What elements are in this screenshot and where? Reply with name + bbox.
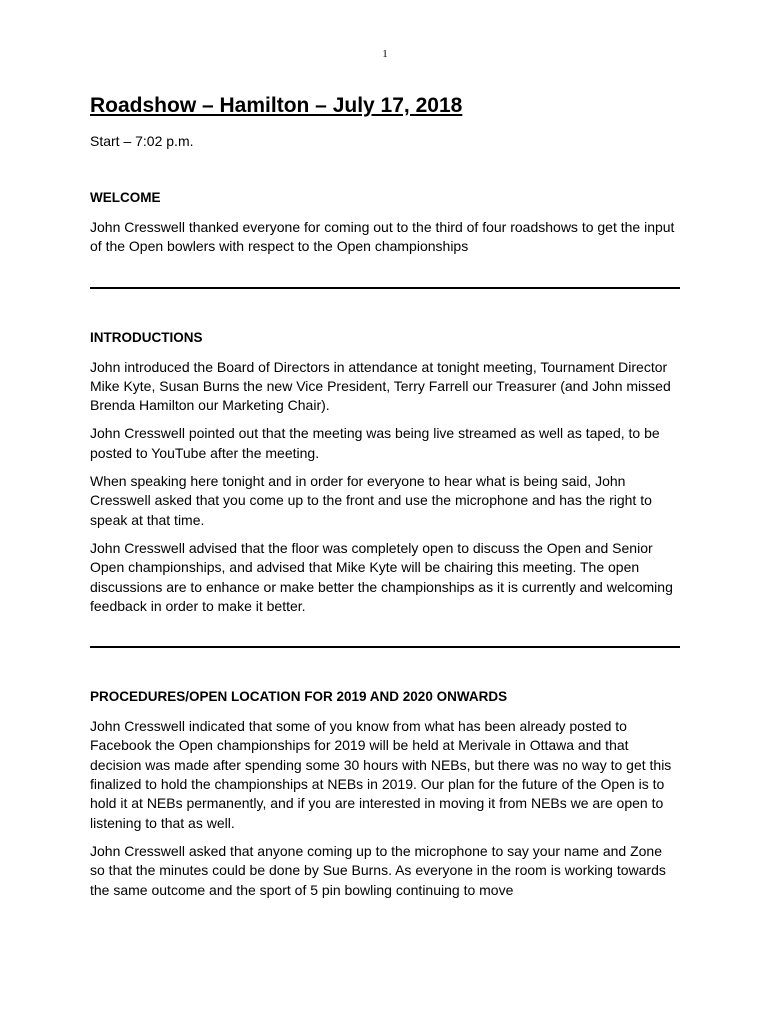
paragraph: John Cresswell advised that the floor was completely open to discuss the Open and Senior Open championships, and advised that Mike Kyte will be chairing this meeting. The open discussions are to enhance or make better the championships as it is currently and welcoming feedback in order to make it better. xyxy=(90,539,673,614)
document-title: Roadshow – Hamilton – July 17, 2018 xyxy=(90,94,463,117)
paragraph: John Cresswell thanked everyone for coming out to the third of four roadshows to get the input of the Open bowlers with respect to the Open championships xyxy=(90,219,675,255)
page-number: 1 xyxy=(382,48,388,60)
section-heading-introductions: INTRODUCTIONS xyxy=(90,329,203,345)
section-procedures xyxy=(90,688,680,900)
document-body xyxy=(90,92,680,900)
paragraph: John introduced the Board of Directors in attendance at tonight meeting, Tournament Director Mike Kyte, Susan Burns the new Vice President, Terry Farrell our Treasurer (and John missed Brenda Hamilton our Marketing Chair). xyxy=(90,358,671,414)
section-heading-welcome: WELCOME xyxy=(90,190,161,205)
section-introductions xyxy=(90,329,680,617)
section-heading-procedures: PROCEDURES/OPEN LOCATION FOR 2019 AND 2020 ONWARDS xyxy=(90,689,508,705)
section-divider xyxy=(90,646,680,648)
section-welcome xyxy=(90,189,680,257)
start-time: Start – 7:02 p.m. xyxy=(90,133,194,149)
paragraph: John Cresswell asked that anyone coming up to the microphone to say your name and Zone so that the minutes could be done by Sue Burns. As everyone in the room is working towards the same outcome and the sport of 5 pin bowling continuing to move xyxy=(90,842,666,898)
section-divider xyxy=(90,287,680,289)
paragraph: John Cresswell pointed out that the meeting was being live streamed as well as taped, to be posted to YouTube after the meeting. xyxy=(90,425,660,461)
paragraph: When speaking here tonight and in order for everyone to hear what is being said, John Cresswell asked that you come up to the front and use the microphone and has the right to speak at that time. xyxy=(90,473,652,528)
paragraph: John Cresswell indicated that some of you know from what has been already posted to Facebook the Open championships for 2019 will be held at Merivale in Ottawa and that decision was made after spending some 30 hours with NEBs, but there was no way to get this finalized to hold the championships at NEBs in 2019. Our plan for the future of the Open is to hold it at NEBs permanently, and if you are interested in moving it from NEBs we are open to listening to that as well. xyxy=(90,718,672,831)
